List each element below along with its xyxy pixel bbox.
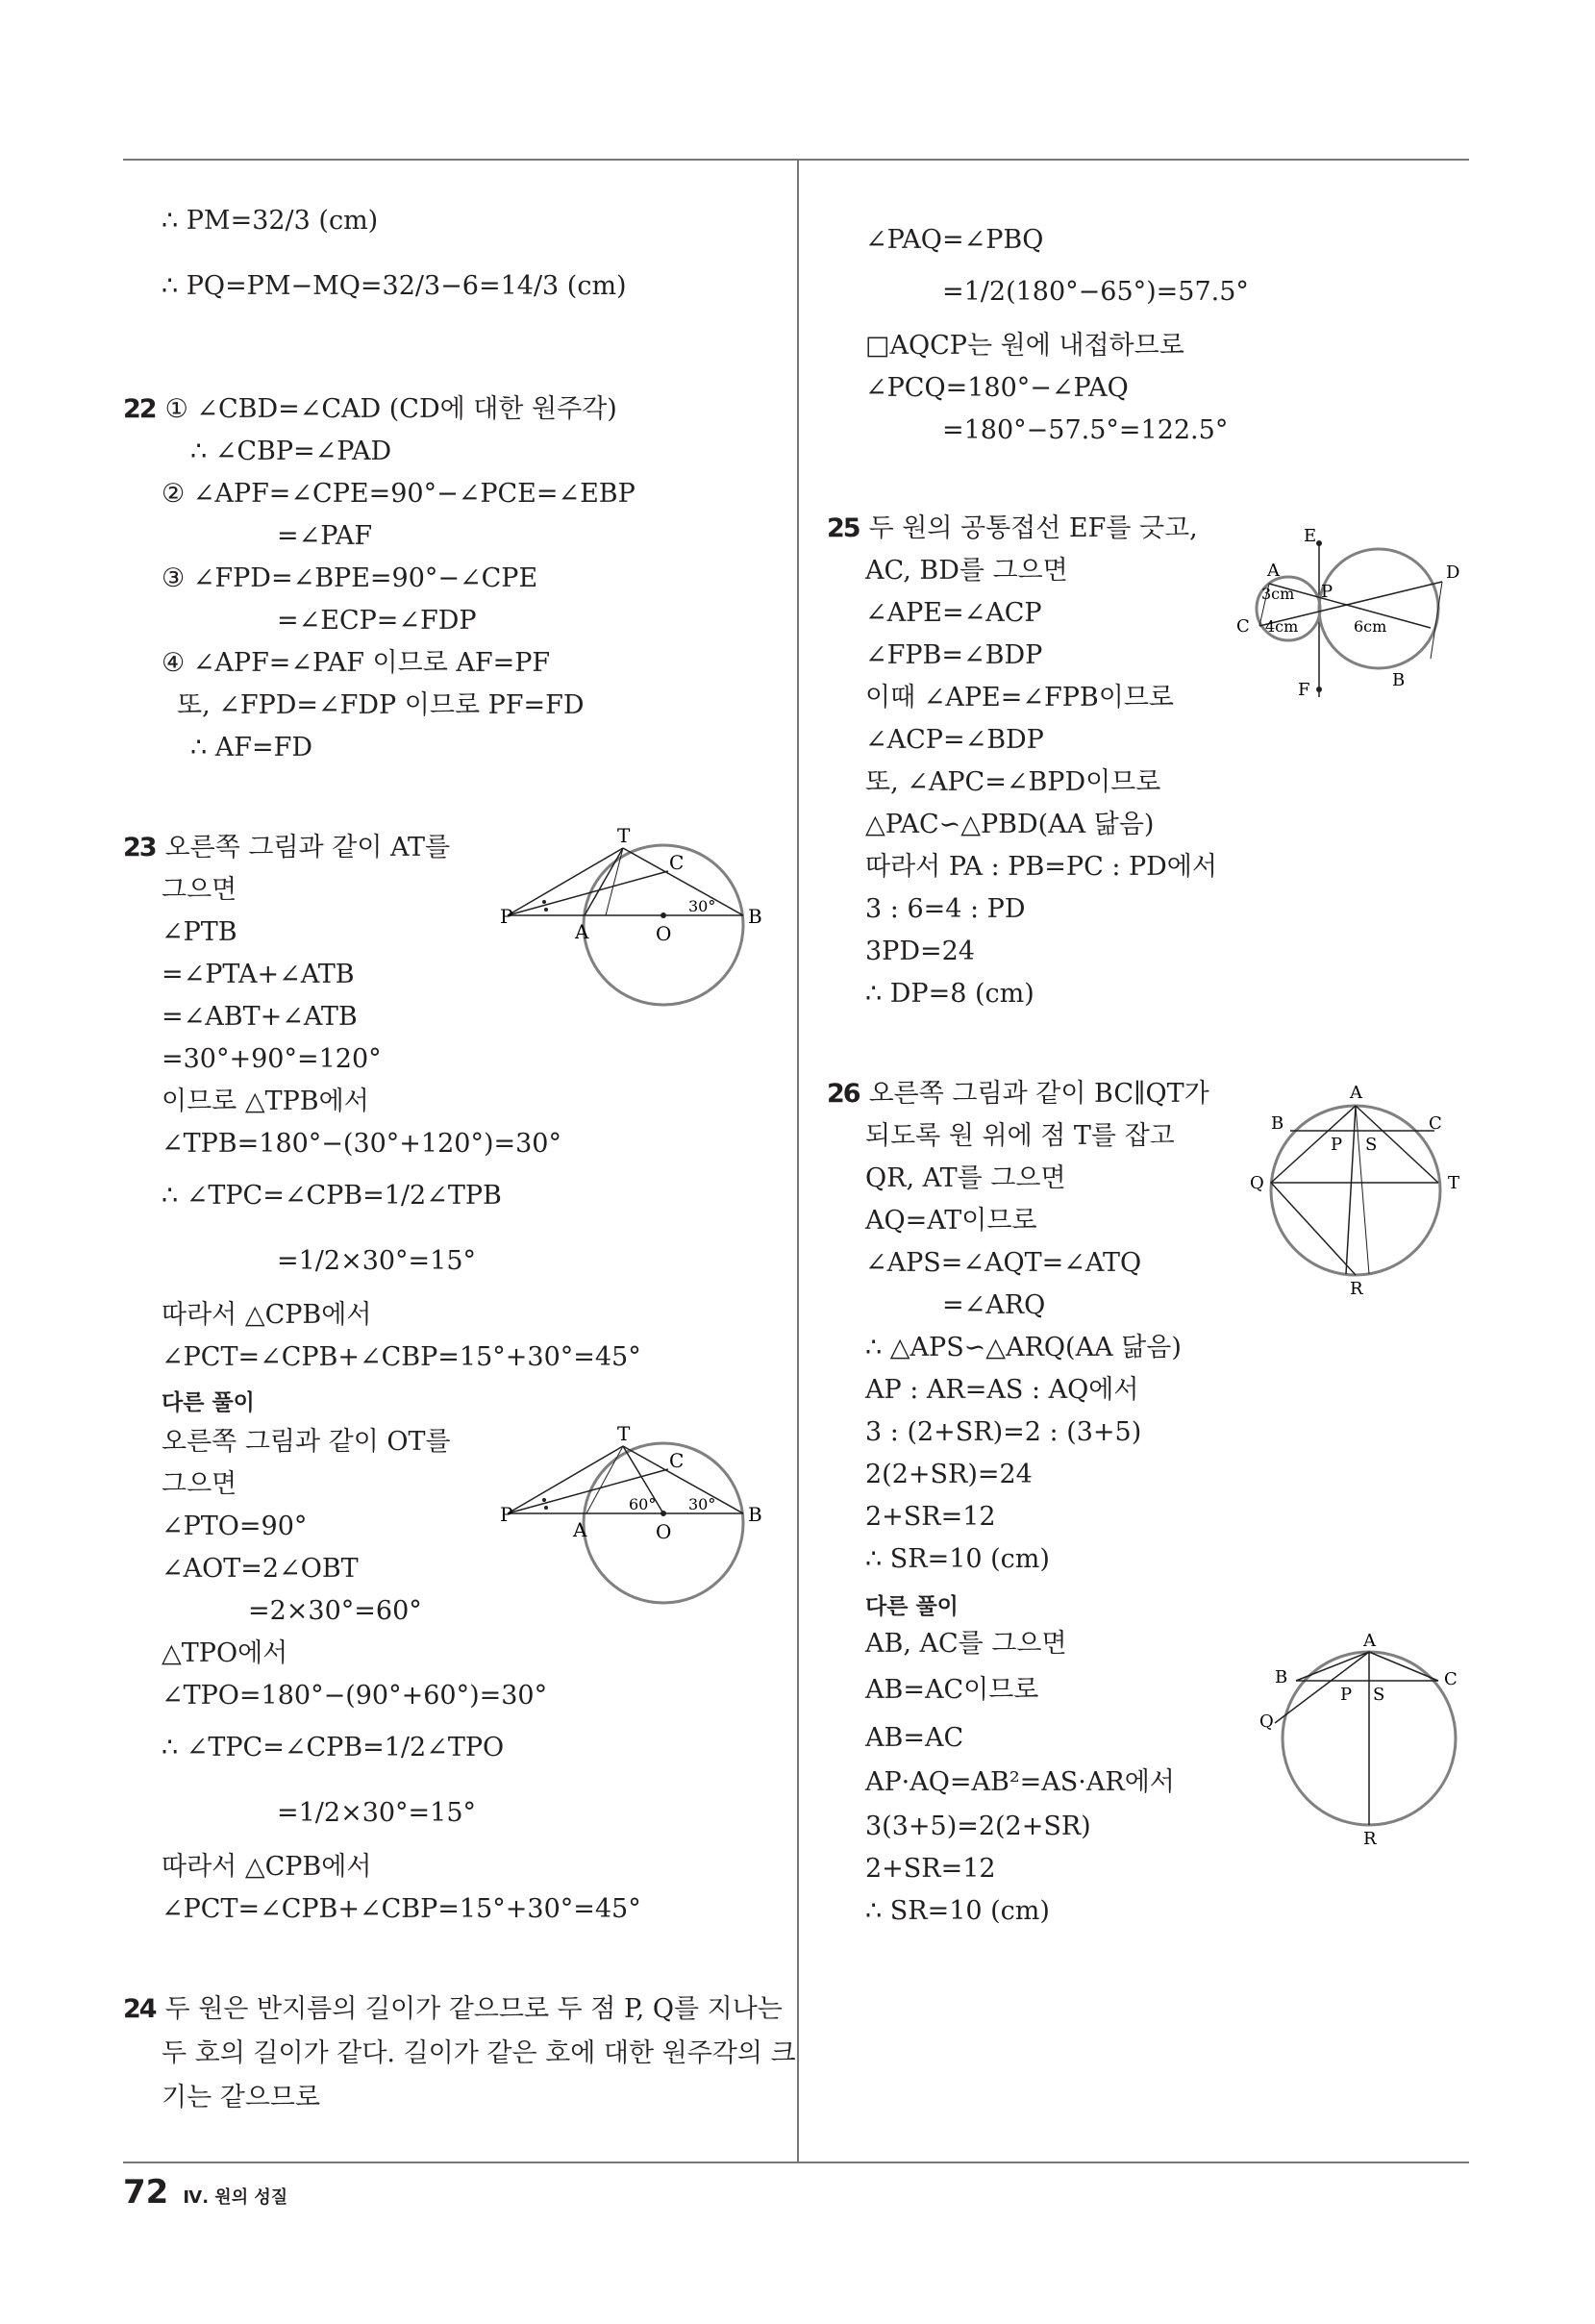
- right-line: [865, 327, 1184, 365]
- svg-text:A: A: [1363, 1631, 1376, 1651]
- svg-text:Q: Q: [1259, 1712, 1274, 1732]
- left-line: [123, 829, 450, 867]
- solution-text: =30°+90°=120°: [162, 1044, 382, 1074]
- left-line: [162, 1296, 371, 1335]
- svg-text:30°: 30°: [688, 1495, 716, 1513]
- right-line: [827, 1075, 1209, 1113]
- solution-text: ∴ ∠CBP=∠PAD: [190, 437, 392, 466]
- alternate-solution-heading: 다른 풀이: [162, 1390, 255, 1415]
- right-line: [865, 1329, 1182, 1367]
- solution-text: 2+SR=12: [865, 1502, 996, 1532]
- svg-text:Q: Q: [1250, 1173, 1264, 1193]
- left-line: [248, 1592, 422, 1631]
- left-line: [162, 1677, 547, 1715]
- solution-text: ∴ PQ=PM−MQ=32/3−6=14/3 (cm): [162, 271, 627, 301]
- right-line: [865, 1671, 1038, 1710]
- solution-text: ∠APE=∠ACP: [865, 598, 1042, 628]
- solution-text: AC, BD를 그으면: [865, 556, 1068, 586]
- solution-text: ① ∠CBD=∠CAD (CD에 대한 원주각): [164, 394, 617, 424]
- svg-text:T: T: [1448, 1173, 1460, 1193]
- svg-text:A: A: [573, 1518, 587, 1541]
- figure-25: [1233, 524, 1483, 720]
- problem-number: 26: [827, 1079, 860, 1109]
- solution-text: =180°−57.5°=122.5°: [942, 415, 1229, 445]
- solution-text: 2(2+SR)=24: [865, 1460, 1033, 1489]
- left-line: [162, 1508, 307, 1546]
- left-line: [162, 1465, 237, 1504]
- solution-text: 오른쪽 그림과 같이 OT를: [162, 1427, 451, 1457]
- solution-text: ∠FPB=∠BDP: [865, 640, 1043, 670]
- solution-text: ∴ DP=8 (cm): [865, 979, 1034, 1009]
- solution-text: =1/2×30°=15°: [277, 1798, 477, 1828]
- left-line: [162, 1383, 255, 1422]
- figure-26-main: [1246, 1077, 1477, 1312]
- right-line: [865, 1371, 1138, 1410]
- left-line: [277, 602, 477, 640]
- left-line: [123, 1990, 783, 2029]
- left-line: [162, 956, 355, 994]
- left-line: [190, 433, 391, 471]
- svg-text:O: O: [656, 922, 672, 945]
- left-line: [162, 871, 237, 910]
- svg-text:S: S: [1365, 1135, 1378, 1155]
- right-line: [865, 848, 1217, 887]
- svg-text:T: T: [617, 827, 631, 847]
- solution-text: ∠PCT=∠CPB+∠CBP=15°+30°=45°: [162, 1342, 641, 1372]
- right-line: [865, 1413, 1141, 1452]
- solution-text: 또, ∠FPD=∠FDP 이므로 PF=FD: [177, 690, 585, 720]
- right-line: [865, 890, 1026, 929]
- left-line: [162, 1040, 382, 1079]
- svg-text:C: C: [1444, 1669, 1458, 1689]
- right-line: [865, 975, 1034, 1013]
- solution-text: ∴ PM=32/3 (cm): [162, 206, 379, 236]
- figure-23-alternate: [500, 1425, 769, 1621]
- solution-text: ∴ △APS∽△ARQ(AA 닮음): [865, 1333, 1182, 1362]
- solution-text: AQ=AT이므로: [865, 1206, 1037, 1236]
- right-line: [865, 763, 1160, 802]
- solution-text: 그으면: [162, 1469, 237, 1499]
- left-line: [277, 1242, 476, 1281]
- solution-text: ∴ SR=10 (cm): [865, 1544, 1050, 1574]
- right-line: [865, 1892, 1050, 1931]
- left-line: [162, 202, 378, 240]
- solution-text: ∠PCT=∠CPB+∠CBP=15°+30°=45°: [162, 1894, 641, 1924]
- right-line: [942, 273, 1249, 312]
- top-rule: [123, 159, 1469, 161]
- svg-text:30°: 30°: [688, 897, 716, 915]
- solution-text: ∠TPB=180°−(30°+120°)=30°: [162, 1129, 561, 1159]
- figure-23-main: [500, 827, 769, 1023]
- right-line: [865, 552, 1068, 590]
- left-line: [162, 1550, 359, 1588]
- solution-text: 되도록 원 위에 점 T를 잡고: [865, 1121, 1175, 1151]
- svg-text:E: E: [1304, 526, 1317, 546]
- right-line: [865, 1456, 1033, 1494]
- solution-text: 그으면: [162, 875, 237, 905]
- left-line: [162, 560, 537, 598]
- solution-text: 이때 ∠APE=∠FPB이므로: [865, 683, 1174, 712]
- svg-text:B: B: [1275, 1667, 1288, 1687]
- right-line: [827, 510, 1198, 548]
- solution-text: =∠PTA+∠ATB: [162, 960, 355, 989]
- svg-text:A: A: [1350, 1083, 1362, 1103]
- solution-text: 2+SR=12: [865, 1854, 996, 1884]
- solution-text: ∴ SR=10 (cm): [865, 1896, 1050, 1926]
- solution-text: ④ ∠APF=∠PAF 이므로 AF=PF: [162, 648, 551, 678]
- solution-text: 따라서 △CPB에서: [162, 1300, 372, 1330]
- svg-text:T: T: [617, 1425, 631, 1445]
- solution-text: QR, AT를 그으면: [865, 1163, 1066, 1193]
- left-line: [162, 1635, 287, 1673]
- svg-text:P: P: [1321, 582, 1333, 602]
- alternate-solution-heading: 다른 풀이: [865, 1594, 959, 1619]
- right-line: [865, 1808, 1091, 1846]
- solution-text: ∠PCQ=180°−∠PAQ: [865, 373, 1129, 403]
- svg-text:B: B: [748, 1503, 762, 1526]
- solution-text: ② ∠APF=∠CPE=90°−∠PCE=∠EBP: [162, 479, 636, 509]
- svg-text:F: F: [1298, 680, 1310, 700]
- solution-text: =∠PAF: [277, 521, 373, 551]
- left-line: [162, 1890, 641, 1929]
- solution-text: ∴ ∠TPC=∠CPB=1/2∠TPO: [162, 1733, 505, 1762]
- svg-text:P: P: [500, 1503, 513, 1526]
- right-line: [865, 679, 1174, 717]
- solution-text: 따라서 △CPB에서: [162, 1852, 372, 1882]
- solution-text: △TPO에서: [162, 1638, 288, 1668]
- right-line: [865, 1540, 1050, 1579]
- svg-text:C: C: [1236, 616, 1250, 637]
- solution-text: AB, AC를 그으면: [865, 1629, 1067, 1659]
- solution-text: 오른쪽 그림과 같이 AT를: [164, 833, 451, 862]
- right-line: [865, 1719, 963, 1758]
- page-footer: [123, 2173, 287, 2212]
- svg-text:R: R: [1350, 1279, 1363, 1299]
- svg-text:C: C: [1429, 1113, 1442, 1134]
- solution-text: =2×30°=60°: [248, 1596, 422, 1626]
- chapter-title: Ⅳ. 원의 성질: [183, 2187, 288, 2208]
- svg-text:4cm: 4cm: [1265, 617, 1299, 636]
- right-line: [865, 1625, 1067, 1663]
- right-line: [865, 221, 1043, 260]
- left-line: [277, 1794, 476, 1833]
- solution-text: AB=AC: [865, 1723, 964, 1753]
- right-line: [942, 412, 1228, 450]
- svg-text:A: A: [1267, 561, 1280, 581]
- solution-text: 3(3+5)=2(2+SR): [865, 1812, 1091, 1841]
- left-line: [190, 729, 312, 767]
- right-line: [865, 933, 975, 971]
- solution-text: AP·AQ=AB²=AS·AR에서: [865, 1767, 1175, 1797]
- svg-text:D: D: [1446, 562, 1460, 583]
- left-line: [177, 687, 585, 725]
- solution-text: ③ ∠FPD=∠BPE=90°−∠CPE: [162, 563, 538, 593]
- solution-text: ∠AOT=2∠OBT: [162, 1554, 359, 1584]
- svg-text:6cm: 6cm: [1354, 617, 1387, 636]
- right-line: [942, 1287, 1045, 1325]
- solution-text: ∴ AF=FD: [190, 733, 312, 762]
- left-line: [162, 475, 636, 513]
- svg-text:B: B: [748, 905, 762, 928]
- left-line: [162, 1177, 502, 1215]
- svg-text:3cm: 3cm: [1261, 585, 1295, 603]
- solution-text: 3 : (2+SR)=2 : (3+5): [865, 1417, 1142, 1447]
- left-line: [162, 2035, 796, 2073]
- svg-text:P: P: [1340, 1685, 1353, 1705]
- solution-text: 두 원의 공통접선 EF를 긋고,: [868, 513, 1198, 543]
- left-line: [162, 2079, 320, 2117]
- right-line: [865, 806, 1154, 844]
- solution-text: 기는 같으므로: [162, 2083, 321, 2112]
- svg-text:O: O: [656, 1520, 672, 1543]
- right-line: [865, 1587, 959, 1626]
- svg-text:P: P: [500, 905, 513, 928]
- solution-text: 또, ∠APC=∠BPD이므로: [865, 767, 1161, 797]
- solution-text: ∠PTO=90°: [162, 1512, 308, 1541]
- solution-text: 이므로 △TPB에서: [162, 1087, 369, 1116]
- svg-text:C: C: [669, 1449, 685, 1472]
- solution-text: 오른쪽 그림과 같이 BC∥QT가: [868, 1079, 1209, 1109]
- left-line: [277, 517, 372, 556]
- right-line: [865, 637, 1042, 675]
- svg-text:B: B: [1392, 670, 1406, 690]
- left-line: [162, 644, 550, 683]
- solution-text: =∠ECP=∠FDP: [277, 606, 477, 636]
- left-line: [162, 998, 358, 1037]
- right-line: [865, 1202, 1037, 1240]
- svg-text:S: S: [1373, 1685, 1385, 1705]
- solution-text: =∠ABT+∠ATB: [162, 1002, 358, 1032]
- solution-text: ∠ACP=∠BDP: [865, 725, 1044, 755]
- solution-text: 두 원은 반지름의 길이가 같으므로 두 점 P, Q를 지나는: [164, 1994, 783, 2024]
- solution-text: ∠TPO=180°−(90°+60°)=30°: [162, 1681, 548, 1711]
- left-line: [162, 267, 627, 306]
- solution-text: □AQCP는 원에 내접하므로: [865, 331, 1184, 361]
- right-line: [865, 1498, 996, 1537]
- left-line: [162, 1125, 561, 1163]
- solution-text: =∠ARQ: [942, 1290, 1046, 1320]
- problem-number: 22: [123, 394, 156, 424]
- solution-text: 두 호의 길이가 같다. 길이가 같은 호에 대한 원주각의 크: [162, 2038, 796, 2068]
- solution-text: 3PD=24: [865, 937, 975, 966]
- right-line: [865, 1763, 1175, 1802]
- right-line: [865, 594, 1042, 633]
- left-line: [162, 1083, 369, 1121]
- right-line: [865, 369, 1129, 408]
- solution-text: =1/2×30°=15°: [277, 1246, 477, 1276]
- column-divider: [797, 159, 799, 2162]
- svg-text:B: B: [1271, 1113, 1284, 1134]
- left-line: [162, 1848, 371, 1887]
- solution-text: =1/2(180°−65°)=57.5°: [942, 277, 1249, 307]
- svg-text:C: C: [669, 851, 685, 874]
- solution-text: ∴ ∠TPC=∠CPB=1/2∠TPB: [162, 1181, 502, 1211]
- left-line: [162, 1729, 504, 1767]
- svg-text:P: P: [1331, 1135, 1343, 1155]
- bottom-rule: [123, 2162, 1469, 2163]
- svg-text:A: A: [575, 920, 589, 943]
- svg-text:60°: 60°: [629, 1495, 657, 1513]
- left-line: [162, 913, 237, 952]
- right-line: [865, 1117, 1175, 1156]
- left-line: [162, 1423, 451, 1462]
- svg-text:R: R: [1363, 1829, 1377, 1849]
- left-line: [162, 1338, 641, 1377]
- right-line: [865, 1244, 1141, 1283]
- problem-number: 23: [123, 833, 156, 862]
- solution-text: ∠PAQ=∠PBQ: [865, 225, 1044, 255]
- solution-text: 따라서 PA : PB=PC : PD에서: [865, 852, 1217, 882]
- page-number: 72: [123, 2173, 169, 2212]
- solution-text: AP : AR=AS : AQ에서: [865, 1375, 1139, 1405]
- left-line: [123, 390, 617, 429]
- solution-text: △PAC∽△PBD(AA 닮음): [865, 810, 1155, 839]
- solution-text: ∠APS=∠AQT=∠ATQ: [865, 1248, 1142, 1278]
- solution-text: AB=AC이므로: [865, 1675, 1039, 1705]
- right-line: [865, 1160, 1066, 1198]
- problem-number: 24: [123, 1994, 156, 2024]
- right-line: [865, 721, 1044, 760]
- problem-number: 25: [827, 513, 860, 543]
- figure-26-alternate: [1246, 1623, 1477, 1858]
- right-line: [865, 1850, 996, 1888]
- solution-text: 3 : 6=4 : PD: [865, 894, 1026, 924]
- solution-text: ∠PTB: [162, 917, 237, 947]
